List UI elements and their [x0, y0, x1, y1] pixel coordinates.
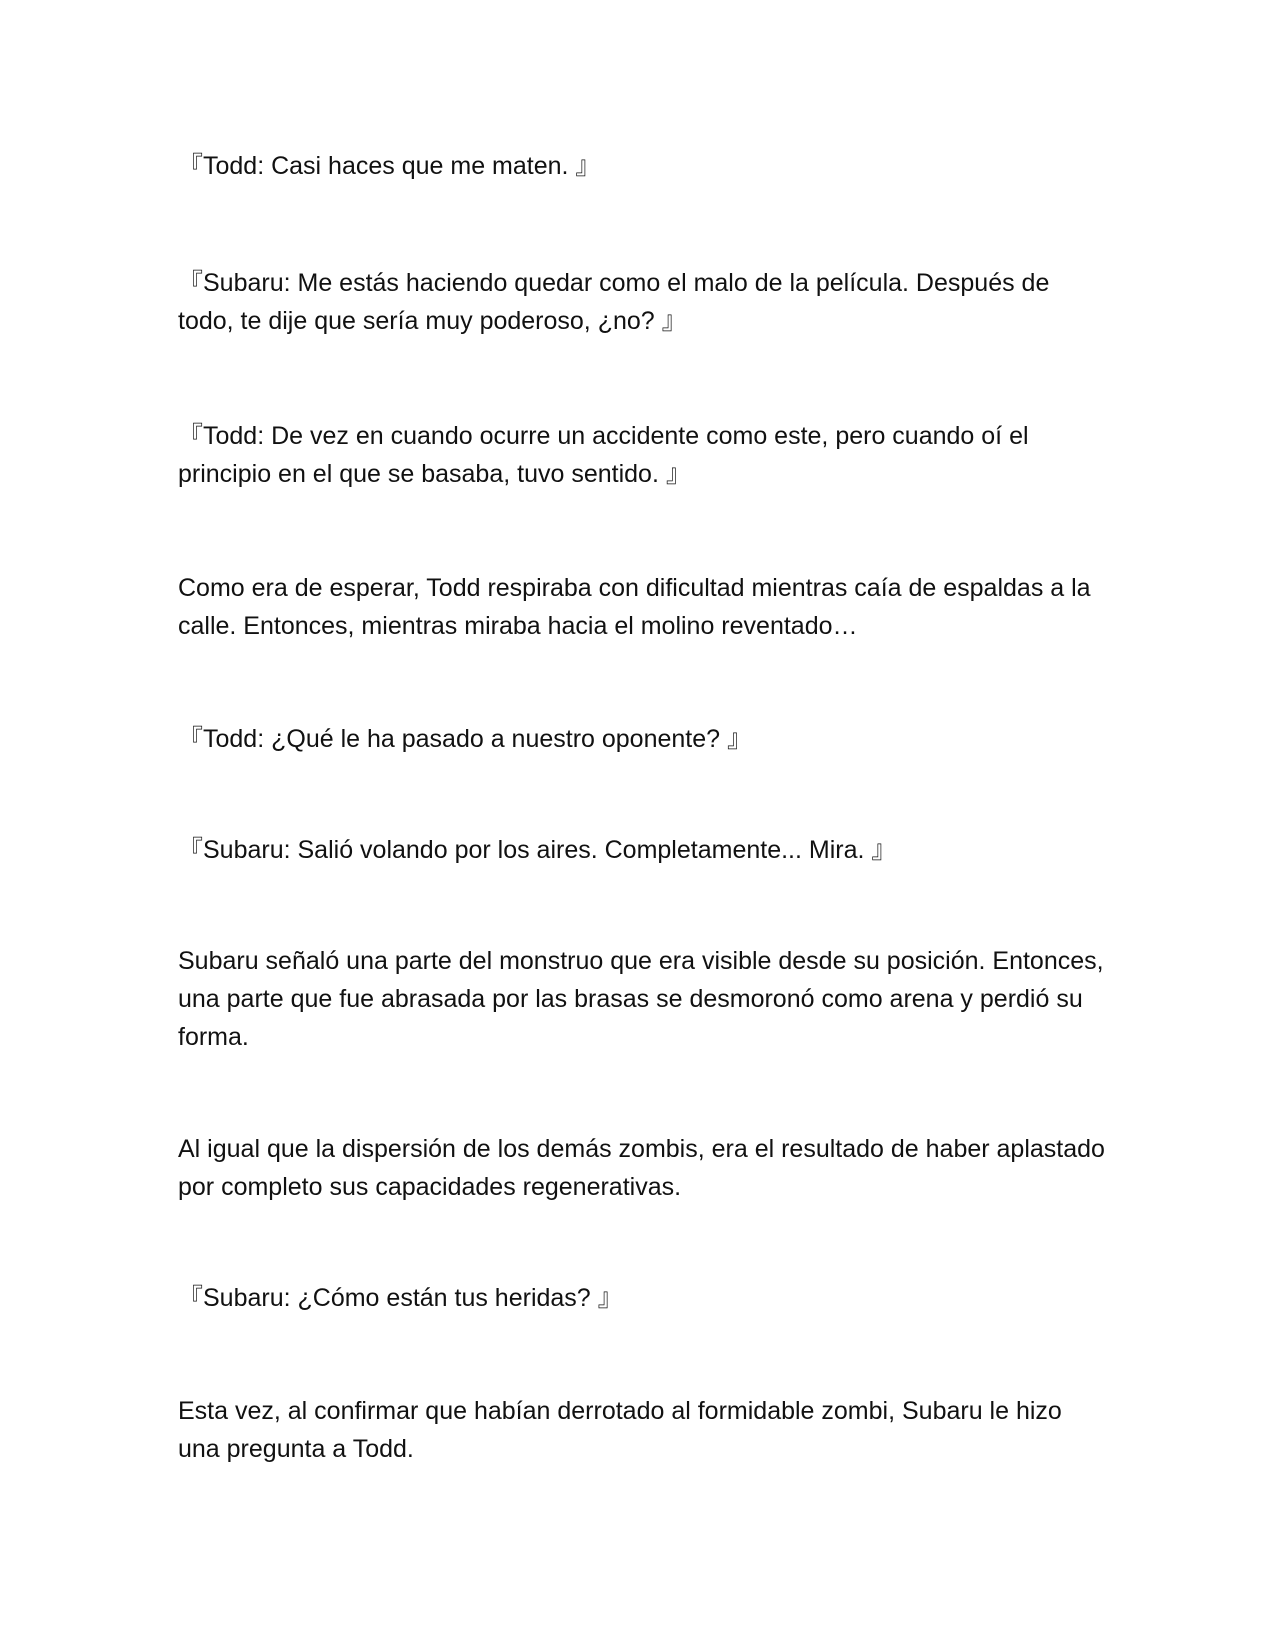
paragraph-dialogue: 『Subaru: Salió volando por los aires. Completamente... Mira. 』 — [178, 836, 897, 864]
paragraph-dialogue: 『Todd: Casi haces que me maten. 』 — [178, 152, 601, 180]
paragraph-narration: Como era de esperar, Todd respiraba con dificultad mientras caía de espaldas a la calle. Entonces, mientras miraba hacia el molino reventado… — [178, 574, 1091, 640]
paragraph-dialogue: 『Todd: ¿Qué le ha pasado a nuestro oponente? 』 — [178, 725, 752, 753]
paragraph-dialogue: 『Subaru: ¿Cómo están tus heridas? 』 — [178, 1284, 623, 1312]
paragraph-narration: Subaru señaló una parte del monstruo que era visible desde su posición. Entonces, una parte que fue abrasada por las brasas se desmoronó como arena y perdió su forma. — [178, 947, 1104, 1051]
paragraph-narration: Esta vez, al confirmar que habían derrotado al formidable zombi, Subaru le hizo una pregunta a Todd. — [178, 1397, 1062, 1463]
paragraph-dialogue: 『Subaru: Me estás haciendo quedar como el malo de la película. Después de todo, te dije que sería muy poderoso, ¿no? 』 — [178, 269, 1050, 335]
paragraph-narration: Al igual que la dispersión de los demás zombis, era el resultado de haber aplastado por completo sus capacidades regenerativas. — [178, 1135, 1105, 1201]
paragraph-dialogue: 『Todd: De vez en cuando ocurre un accidente como este, pero cuando oí el principio en el que se basaba, tuvo sentido. 』 — [178, 422, 1029, 488]
